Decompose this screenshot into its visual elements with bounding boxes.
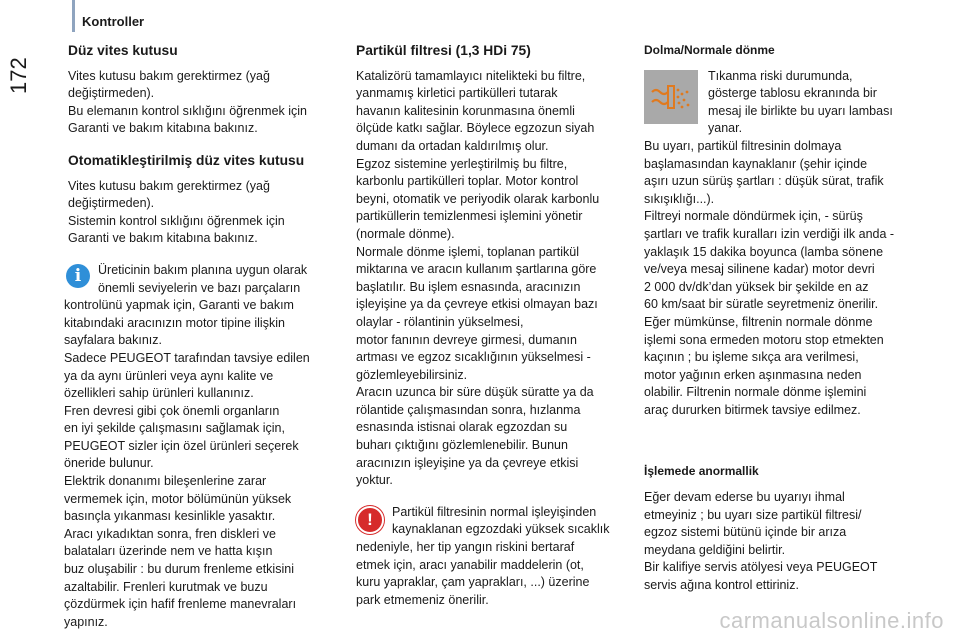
column-middle [356,36,626,609]
info-note [66,262,340,631]
paragraph-manual-gearbox: Vites kutusu bakım gerektirmez (yağ değiştirmeden). Bu elemanın kontrol sıklığını öğrenmek için Garanti ve bakım kitabına bakınız. [68,68,308,136]
page-number: 172 [6,57,31,94]
warning-note [356,504,626,610]
info-icon: i [66,264,90,288]
particle-filter-symbol [644,70,698,124]
info-note-text: Üreticinin bakım planına uygun olarak önemli seviyelerin ve bazı parçaların kontrolünü yapmak için, Garanti ve bakım kitabındaki aracınızın motor tipine ilişkin sayfalara bakınız. Sadece PEUGEOT tarafından tavsiye edilen ya da aynı ürünleri veya aynı kalite ve özellikleri sahip ürünleri kullanınız. Fren devresi gibi çok önemli organların en iyi şekilde çalışmasını sağlamak için, PEUGEOT sizler için özel ürünleri seçerek öneride bulunur. Elektrik donanımı bileşenlerine zarar vermemek için, motor bölümünün yüksek basınçla yıkanması kesinlikle yasaktır. Aracı yıkadıktan sonra, fren diskleri ve balataları üzerinde nem ve hatta kışın buz oluşabilir : bu durum frenleme etkisini azaltabilir. Frenleri kurutmak ve buzu çözdürmek için hafif frenleme manevraları yapınız. [64,262,310,629]
warning-note-text: Partikül filtresinin normal işleyişinden kaynaklanan egzozdaki yüksek sıcaklık nedeniyle, her tip yangın riskini bertaraf etmek için, aracı yanabilir maddelerin (ot, kuru yapraklar, çam yaprakları, ...) üzerine park etmemeniz önerilir. [356,504,610,607]
heading-malfunction: İşlemede anormallik [644,464,759,479]
paragraph-regeneration: Bu uyarı, partikül filtresinin dolmaya başlamasından kaynaklanır (şehir içinde aşırı uzun sürüş şartları : düşük sürat, trafik sıkışıklığı...). Filtreyi normale döndürmek için, - sürüş şartları ve trafik kuralları izin verdiği ilk anda - yaklaşık 15 dakika boyunca (lamba sönene ve/veya mesaj silinene kadar) motor devri 2 000 dv/dk’dan yüksek bir şekilde en az 60 km/saat bir süratle seyretmeniz önerilir. Eğer mümkünse, filtrenin normale dönme işlemi sona ermeden motoru stop etmekten kaçının ; bu işleme sıkça ara verilmesi, motor yağının erken aşınmasına neden olabilir. Filtrenin normale dönme işlemini araç dururken bitirmek tavsiye edilmez. [644,138,895,417]
heading-manual-gearbox: Düz vites kutusu [68,43,178,58]
paragraph-warning-lamp: Tıkanma riski durumunda, gösterge tablosu ekranında bir mesaj ile birlikte bu uyarı lambası yanar. [708,68,893,136]
paragraph-automated-gearbox: Vites kutusu bakım gerektirmez (yağ değiştirmeden). Sistemin kontrol sıklığını öğrenmek için Garanti ve bakım kitabına bakınız. [68,178,285,246]
section-accent-bar [72,0,75,32]
warning-icon: ! [356,506,384,534]
column-right [644,36,916,595]
particle-filter-warning-icon [644,70,698,124]
section-header: Kontroller [82,14,145,29]
watermark: carmanualsonline.info [719,608,944,633]
heading-regeneration: Dolma/Normale dönme [644,43,775,57]
heading-particle-filter: Partikül filtresi (1,3 HDi 75) [356,43,531,58]
paragraph-particle-filter: Katalizörü tamamlayıcı nitelikteki bu filtre, yanmamış kirletici partikülleri tutarak havanın kalitesinin korunmasına önemli ölçüde katkı sağlar. Böylece egzozun siyah dumanı da ortadan kaldırılmış olur. Egzoz sistemine yerleştirilmiş bu filtre, karbonlu partikülleri toplar. Motor kontrol beyni, otomatik ve periyodik olarak karbonlu partiküllerin temizlenmesi işlemini yönetir (normale dönme). Normale dönme işlemi, toplanan partikül miktarına ve aracın kullanım şartlarına göre başlatılır. Bu işlem esnasında, aracınızın işleyişine ya da çevreye etkisi olmayan bazı olaylar - rölantinin yükselmesi, motor fanının devreye girmesi, dumanın artması ve egzoz sıcaklığının yükselmesi - gözlemleyebilirsiniz. Aracın uzunca bir süre düşük süratte ya da rölantide çalışmasından sonra, hızlanma esnasında istisnai olarak egzozdan su buharı çıktığını gözlemlenebilir. Bunun aracınızın işleyişine ya da çevreye etkisi yoktur. [356,68,600,488]
paragraph-malfunction: Eğer devam ederse bu uyarıyı ihmal etmeyiniz ; bu uyarı size partikül filtresi/ egzoz sistemi bütünü içinde bir arıza meydana geldiğini belirtir. Bir kalifiye servis atölyesi veya PEUGEOT servis ağına kontrol ettiriniz. [644,490,878,593]
heading-automated-gearbox: Otomatikleştirilmiş düz vites kutusu [68,152,305,168]
column-left [64,36,340,631]
